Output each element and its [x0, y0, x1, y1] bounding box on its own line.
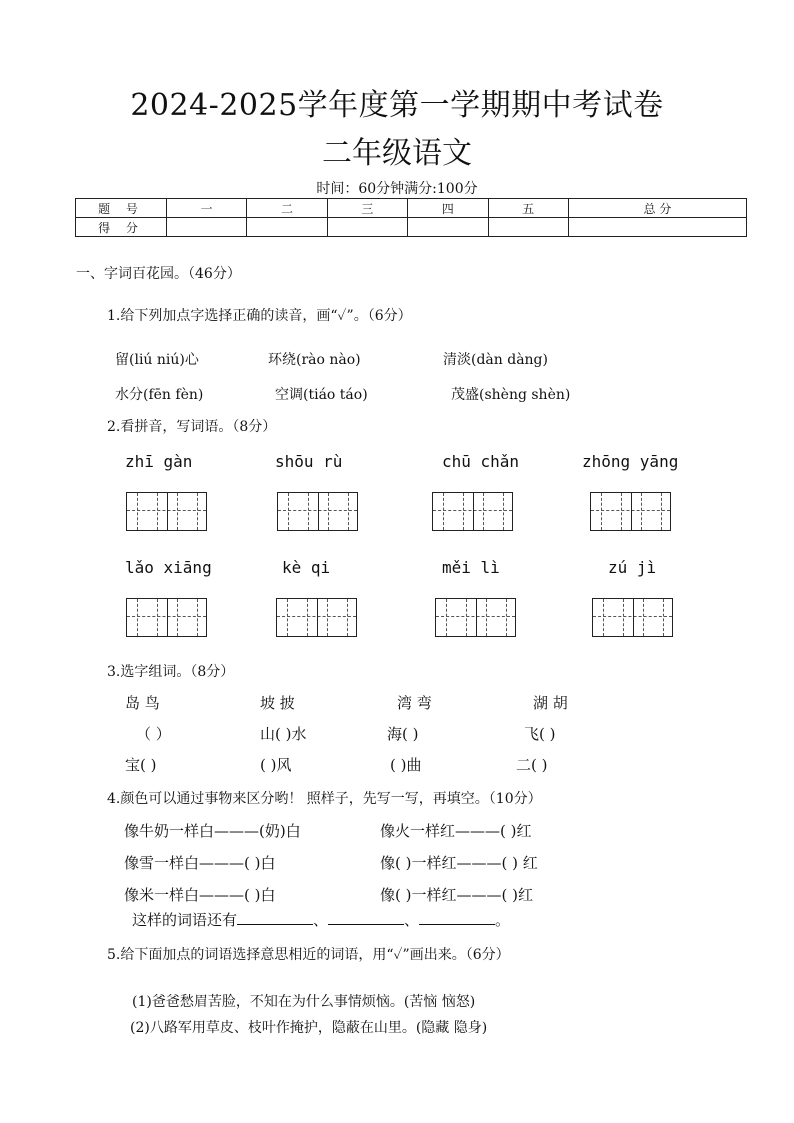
- writing-grid-box[interactable]: [590, 492, 671, 531]
- q1-item[interactable]: 留(liú niú)心: [115, 352, 199, 368]
- q1-item[interactable]: 清淡(dàn dàng): [443, 352, 548, 368]
- q3-blank[interactable]: ( )曲: [390, 756, 422, 774]
- score-table-header-row: [76, 199, 747, 218]
- q4-extra-blank[interactable]: [237, 910, 313, 925]
- score-table-cell: 二: [247, 199, 327, 218]
- q4-left-line[interactable]: 像米一样白———( )白: [124, 886, 276, 904]
- q3-char-group: 湾 弯: [397, 694, 432, 712]
- q4-extra-prefix: 这样的词语还有: [132, 911, 238, 929]
- q4-extra-separator: 、: [313, 911, 329, 929]
- score-table-cell: 总 分: [568, 199, 746, 218]
- writing-grid-box[interactable]: [276, 598, 357, 637]
- score-table-cell: 五: [488, 199, 568, 218]
- question-1-prompt: 1.给下列加点字选择正确的读音，画“✓”。（6分）: [107, 308, 412, 324]
- q1-item[interactable]: 茂盛(shèng shèn): [451, 387, 571, 403]
- q1-item[interactable]: 空调(tiáo táo): [275, 387, 368, 403]
- time-and-score-line: 时间：60分钟满分:100分: [316, 181, 478, 197]
- q2-pinyin: zú jì: [608, 558, 657, 577]
- question-2-prompt: 2.看拼音，写词语。（8分）: [107, 419, 277, 435]
- score-input-cell[interactable]: [568, 218, 746, 237]
- q4-right-line[interactable]: 像火一样红———( )红: [380, 822, 532, 840]
- exam-title: 2024-2025学年度第一学期期中考试卷: [130, 88, 664, 123]
- score-table: [75, 198, 747, 237]
- q2-pinyin: chū chǎn: [442, 452, 520, 471]
- score-table-cell: 三: [327, 199, 407, 218]
- q4-extra-end: 。: [495, 911, 511, 929]
- score-input-cell[interactable]: [488, 218, 568, 237]
- q3-blank[interactable]: ( )风: [260, 756, 292, 774]
- q2-pinyin: kè qi: [282, 558, 331, 577]
- writing-grid-box[interactable]: [126, 598, 207, 637]
- q2-pinyin: zhī gàn: [125, 452, 193, 471]
- q1-item[interactable]: 水分(fēn fèn): [115, 387, 204, 403]
- q4-right-line[interactable]: 像( )一样红———( ) 红: [380, 854, 538, 872]
- writing-grid-box[interactable]: [432, 492, 513, 531]
- question-4-prompt: 4.颜色可以通过事物来区分哟！ 照样子，先写一写，再填空。（10分）: [107, 791, 542, 807]
- q2-pinyin: shōu rù: [275, 452, 343, 471]
- writing-grid-box[interactable]: [435, 598, 516, 637]
- score-table-score-row: [76, 218, 747, 237]
- score-table-cell: 得 分: [76, 218, 167, 237]
- q4-extra-separator: 、: [404, 911, 420, 929]
- q4-right-line[interactable]: 像( )一样红———( )红: [380, 886, 533, 904]
- score-table-cell: 题 号: [76, 199, 167, 218]
- question-3-prompt: 3.选字组词。（8分）: [107, 664, 235, 680]
- q4-left-line[interactable]: 像雪一样白———( )白: [124, 854, 276, 872]
- exam-subtitle: 二年级语文: [322, 136, 472, 171]
- score-table-cell: 一: [167, 199, 247, 218]
- q3-blank[interactable]: 山( )水: [260, 725, 307, 743]
- score-input-cell[interactable]: [167, 218, 247, 237]
- q3-char-group: 湖 胡: [533, 694, 568, 712]
- writing-grid-box[interactable]: [126, 492, 207, 531]
- q3-blank[interactable]: 海( ): [387, 725, 419, 743]
- q2-pinyin: zhōng yāng: [582, 452, 679, 471]
- section-heading: 一、字词百花园。（46分）: [76, 266, 241, 282]
- q4-extra-blank[interactable]: [328, 910, 404, 925]
- q5-item[interactable]: (1)爸爸愁眉苦脸，不知在为什么事情烦恼。(苦恼 恼怒): [132, 994, 476, 1010]
- q1-item[interactable]: 环绕(rào nào): [268, 352, 361, 368]
- q3-blank[interactable]: 宝( ): [125, 756, 157, 774]
- q3-char-group: 坡 披: [260, 694, 295, 712]
- q2-pinyin: měi lì: [442, 558, 500, 577]
- q5-item[interactable]: (2)八路军用草皮、枝叶作掩护，隐蔽在山里。(隐藏 隐身): [130, 1020, 488, 1036]
- q3-blank[interactable]: （ ）: [136, 725, 171, 743]
- writing-grid-box[interactable]: [592, 598, 673, 637]
- q4-left-line: 像牛奶一样白———(奶)白: [124, 822, 301, 840]
- q3-char-group: 岛 鸟: [125, 694, 160, 712]
- score-input-cell[interactable]: [327, 218, 407, 237]
- q4-extra-blank[interactable]: [419, 910, 495, 925]
- q3-blank[interactable]: 飞( ): [524, 725, 556, 743]
- q4-extra-line: [132, 909, 510, 930]
- writing-grid-box[interactable]: [277, 492, 358, 531]
- score-input-cell[interactable]: [408, 218, 488, 237]
- q3-blank[interactable]: 二( ): [516, 756, 548, 774]
- question-5-prompt: 5.给下面加点的词语选择意思相近的词语，用“✓”画出来。（6分）: [107, 947, 510, 963]
- score-input-cell[interactable]: [247, 218, 327, 237]
- score-table-cell: 四: [408, 199, 488, 218]
- q2-pinyin: lǎo xiāng: [125, 558, 212, 577]
